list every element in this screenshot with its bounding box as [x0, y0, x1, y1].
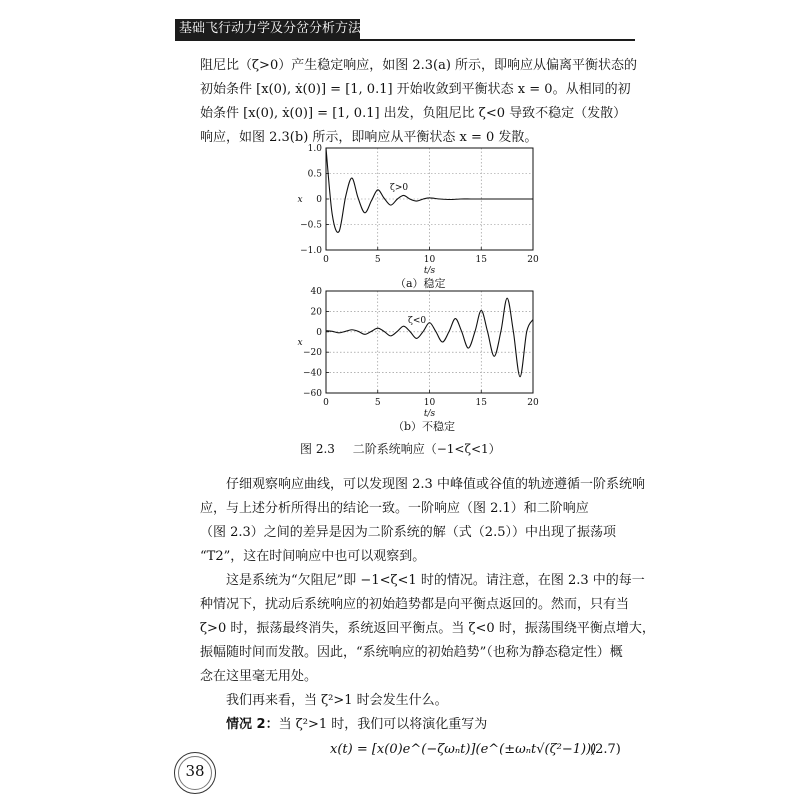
x-tick-label: 5: [374, 398, 381, 408]
panel-label-unstable: （b）不稳定: [393, 420, 456, 433]
y-tick-label: 1.0: [307, 144, 322, 154]
y-axis-label: x: [297, 195, 303, 205]
figure-caption: [300, 440, 501, 457]
equation-2-7: x(t) = [x(0)e^(−ζωₙt)](e^(±ωₙt√(ζ²−1))): [330, 742, 597, 757]
panel-label-stable: （a）稳定: [395, 277, 446, 290]
text-line: [200, 713, 640, 737]
curve-annotation: ζ>0: [390, 183, 409, 193]
case-text: 当 ζ²>1 时，我们可以将演化重写为: [278, 717, 488, 732]
text-line: 始条件 [x(0), ẋ(0)] = [1, 0.1] 出发，负阻尼比 ζ<0 导致不稳定（发散）: [200, 106, 627, 121]
x-tick-label: 10: [423, 398, 436, 408]
page-number: 38: [185, 762, 205, 780]
case-label: 情况 2：: [226, 717, 279, 732]
book-header-title: 基础飞行动力学及分岔分析方法: [175, 19, 360, 39]
body-paragraph-3: [200, 689, 640, 713]
y-tick-label: −20: [303, 348, 322, 359]
x-tick-label: 15: [475, 255, 487, 265]
x-tick-label: 0: [323, 255, 329, 265]
text-line: 仔细观察响应曲线，可以发现图 2.3 中峰值或谷值的轨迹遵循一阶系统响: [226, 477, 645, 492]
text-line: 振幅随时间而发散。因此，“系统响应的初始趋势”（也称为静态稳定性）概: [200, 645, 623, 660]
x-tick-label: 10: [423, 255, 436, 265]
body-paragraph-1: [200, 473, 645, 569]
x-axis-label: t/s: [423, 409, 436, 418]
case-2-line: [200, 713, 640, 737]
text-line: 应，与上述分析所得出的结论一致。一阶响应（图 2.1）和二阶响应: [200, 501, 589, 516]
curve-annotation: ζ<0: [408, 316, 427, 326]
text-line: （图 2.3）之间的差异是因为二阶系统的解（式（2.5））中出现了振荡项: [200, 525, 616, 540]
text-line: 念在这里毫无用处。: [200, 669, 318, 684]
x-tick-label: 5: [374, 255, 381, 265]
y-tick-label: −0.5: [300, 220, 322, 231]
text-line: 这是系统为“欠阻尼”即 −1<ζ<1 时的情况。请注意，在图 2.3 中的每一: [226, 573, 645, 588]
chart-unstable-response: [290, 283, 550, 418]
y-tick-label: 0: [316, 327, 322, 338]
equation-number: (2.7): [590, 742, 621, 757]
y-tick-label: 0.5: [307, 169, 322, 180]
header-rule: [175, 39, 635, 41]
x-tick-label: 15: [475, 398, 487, 408]
y-tick-label: −60: [303, 389, 322, 399]
intro-paragraph: [200, 54, 640, 150]
text-line: 种情况下，扰动后系统响应的初始趋势都是向平衡点返回的。然而，只有当: [200, 597, 630, 612]
y-tick-label: 0: [316, 195, 322, 205]
y-tick-label: 40: [310, 287, 322, 297]
body-paragraph-2: [200, 569, 655, 689]
figure-caption-text: 二阶系统响应（−1<ζ<1）: [352, 442, 501, 456]
x-axis-label: t/s: [423, 266, 436, 275]
text-line: 响应，如图 2.3(b) 所示，即响应从平衡状态 x = 0 发散。: [200, 130, 538, 145]
text-line: 阻尼比（ζ>0）产生稳定响应，如图 2.3(a) 所示，即响应从偏离平衡状态的: [200, 58, 638, 73]
chart-stable-response: [290, 140, 550, 275]
figure-number: 图 2.3: [300, 442, 335, 456]
text-line: “T2”，这在时间响应中也可以观察到。: [200, 549, 426, 564]
y-tick-label: 20: [310, 307, 322, 318]
x-tick-label: 20: [527, 255, 539, 265]
text-line: ζ>0 时，振荡最终消失，系统返回平衡点。当 ζ<0 时，振荡围绕平衡点增大，: [200, 621, 655, 636]
x-tick-label: 20: [527, 398, 539, 408]
y-axis-label: x: [297, 338, 303, 348]
text-line: 初始条件 [x(0), ẋ(0)] = [1, 0.1] 开始收敛到平衡状态 x = 0。从相同的初: [200, 82, 631, 97]
text-line: 我们再来看，当 ζ²>1 时会发生什么。: [226, 693, 448, 708]
y-tick-label: −40: [303, 368, 322, 379]
y-tick-label: −1.0: [300, 246, 322, 256]
x-tick-label: 0: [323, 398, 329, 408]
